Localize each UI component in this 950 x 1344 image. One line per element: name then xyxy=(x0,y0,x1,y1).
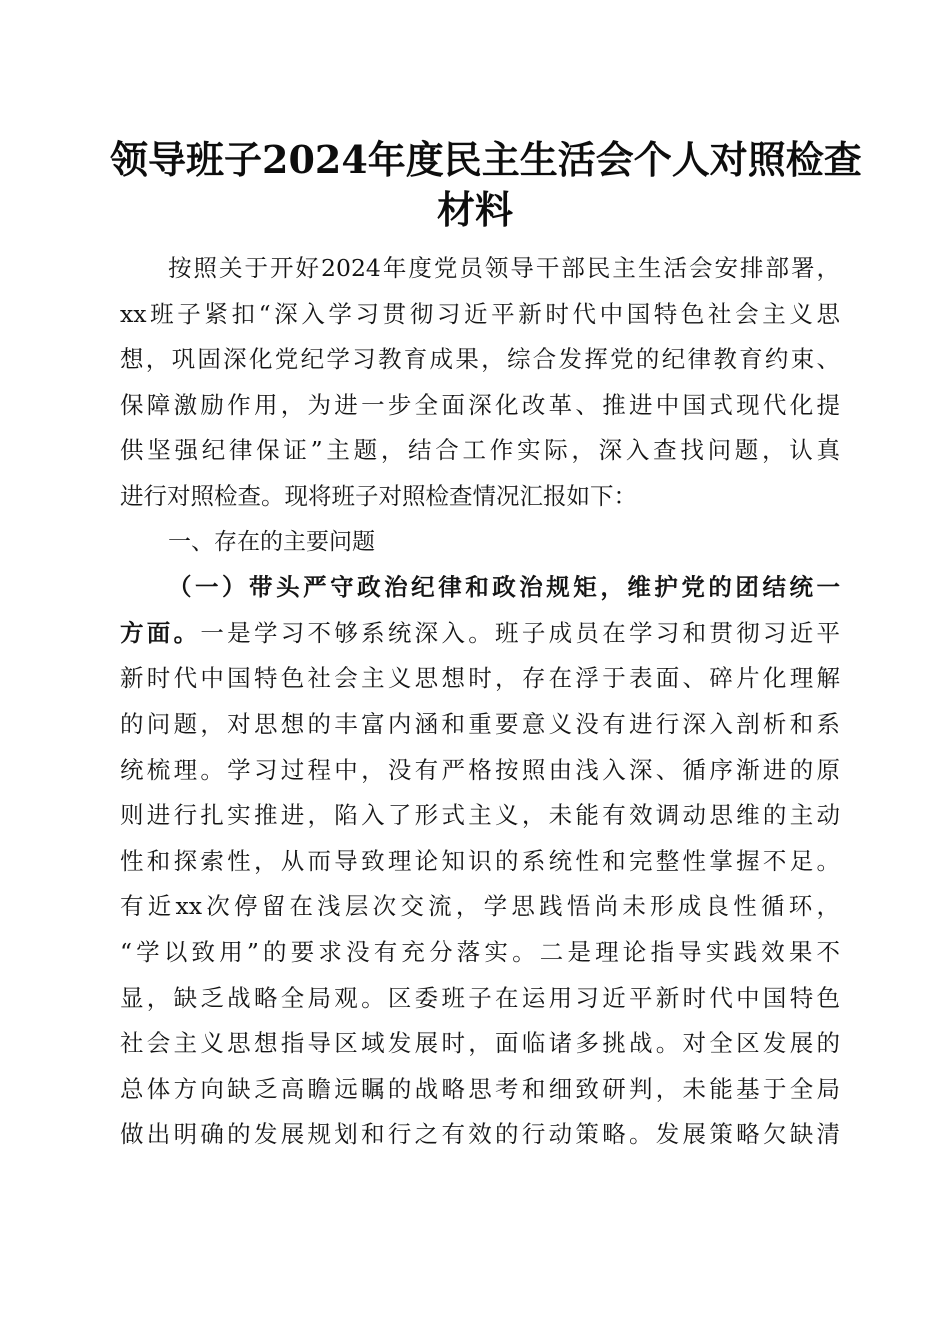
intro-line: 保障激励作用，为进一步全面深化改革、推进中国式现代化提 xyxy=(120,390,840,419)
body-line: 新时代中国特色社会主义思想时，存在浮于表面、碎片化理解 xyxy=(120,664,840,693)
intro-line: xx班子紧扣“深入学习贯彻习近平新时代中国特色社会主义思 xyxy=(120,299,840,328)
subsection-heading: （一）带头严守政治纪律和政治规矩，维护党的团结统一 xyxy=(168,573,840,602)
intro-line: 按照关于开好2024年度党员领导干部民主生活会安排部署， xyxy=(168,254,840,282)
document-body xyxy=(120,246,840,1158)
intro-line: 供坚强纪律保证”主题，结合工作实际，深入查找问题，认真 xyxy=(120,436,840,465)
subsection-heading-tail: 方面。 xyxy=(120,618,201,647)
body-line: 显，缺乏战略全局观。区委班子在运用习近平新时代中国特色 xyxy=(120,983,840,1012)
body-line: 社会主义思想指导区域发展时，面临诸多挑战。对全区发展的 xyxy=(120,1029,840,1058)
body-line: 做出明确的发展规划和行之有效的行动策略。发展策略欠缺清 xyxy=(120,1120,840,1149)
body-line: 则进行扎实推进，陷入了形式主义，未能有效调动思维的主动 xyxy=(120,801,840,830)
document-title-line-2: 材料 xyxy=(436,187,513,232)
body-text-run: 一是学习不够系统深入。班子成员在学习和贯彻习近平 xyxy=(200,618,841,647)
body-line: 统梳理。学习过程中，没有严格按照由浅入深、循序渐进的原 xyxy=(120,755,840,784)
subsection-continuation xyxy=(120,611,840,657)
body-line: 总体方向缺乏高瞻远瞩的战略思考和细致研判，未能基于全局 xyxy=(120,1074,840,1103)
intro-line: 想，巩固深化党纪学习教育成果，综合发挥党的纪律教育约束、 xyxy=(120,345,840,374)
body-line: 性和探索性，从而导致理论知识的系统性和完整性掌握不足。 xyxy=(120,846,840,875)
body-line: 的问题，对思想的丰富内涵和重要意义没有进行深入剖析和系 xyxy=(120,709,840,738)
section-heading: 一、存在的主要问题 xyxy=(168,528,375,555)
body-line: 有近xx次停留在浅层次交流，学思践悟尚未形成良性循环， xyxy=(120,892,840,921)
intro-line: 进行对照检查。现将班子对照检查情况汇报如下： xyxy=(120,481,637,510)
document-title-line-1: 领导班子2024年度民主生活会个人对照检查 xyxy=(110,137,862,182)
body-line: “学以致用”的要求没有充分落实。二是理论指导实践效果不 xyxy=(120,937,840,966)
